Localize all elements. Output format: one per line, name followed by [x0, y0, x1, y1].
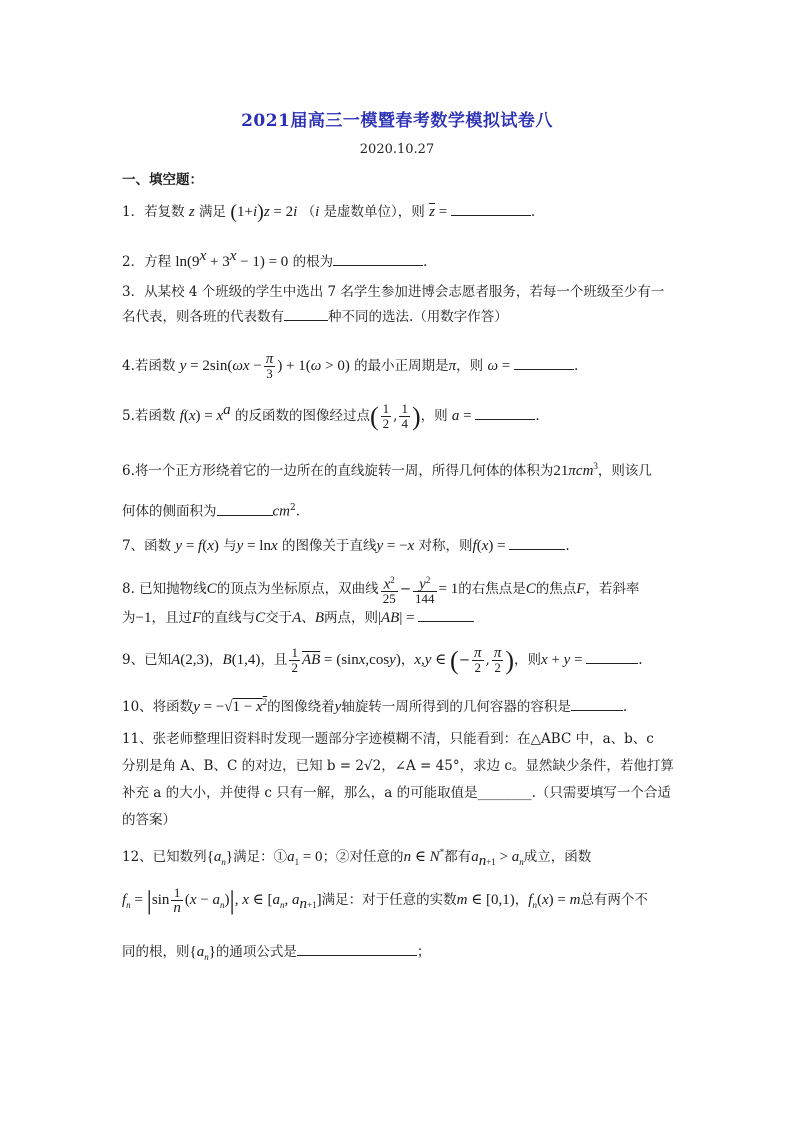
question-10: 10、将函数$y = -√1 - x^2$的图像绕着y轴旋转一周所得到的几何容器的容积是 . [122, 697, 628, 715]
section-heading: 一、填空题： [122, 172, 203, 188]
answer-blank [418, 607, 474, 622]
answer-blank [451, 201, 531, 216]
question-4: 4.若函数 y = 2sin(ωx − $\frac{\pi}{3}$ ) + 1(ω > 0) 的最小正周期是π，则 ω = . [122, 351, 579, 381]
question-12-cont: $f_n = |\sin$ $\frac{1}{n}$ $(x - a_n)|$, x ∈ [$a_n$, $a_{n+1}$]满足：对于任意的实数m ∈ [0,1)，$f_n(x) = m$总有两个不 [122, 885, 648, 916]
question-12-end: 同的根，则$\{a_n\}$的通项公式是 ； [122, 940, 678, 970]
answer-blank [514, 355, 574, 370]
question-8: 8. 已知抛物线C的顶点为坐标原点，双曲线 $\frac{x^2}{25}$ − $\frac{y^2}{144}$ = 1的右焦点是C的焦点F，若斜率 [122, 575, 640, 607]
question-12: 12、已知数列$\{a_n\}$满足：$①a_1 = 0$；②对任意的n ∈ N*都有$a_{n+1} > a_n$成立，函数 [122, 847, 592, 869]
answer-blank [333, 251, 423, 266]
answer-blank [284, 306, 328, 321]
page-title: 2021届高三一模暨春考数学模拟试卷八 [241, 111, 553, 131]
question-9: 9、已知A(2,3)，B(1,4)，且 $\frac{1}{2}$ $\overline{AB} = (\sin x,\cos y)$，x,y ∈ (− $\frac{\pi}{2}$ , $\frac{\pi}{2}$ )，则x + y = . [122, 645, 643, 675]
answer-blank [217, 501, 273, 516]
answer-blank [297, 941, 417, 956]
question-1: 1．若复数 z 满足 (1+i)z = 2i （i 是虚数单位），则 $\overline{z}$ = . [122, 201, 536, 224]
answer-blank [586, 649, 638, 664]
question-6: 6.将一个正方形绕着它的一边所在的直线旋转一周，所得几何体的体积为21πcm$^3$，则该几 [122, 461, 652, 479]
exam-date: 2020.10.27 [359, 142, 435, 157]
question-6-cont: 何体的侧面积为 $cm^2$. [122, 496, 678, 525]
question-5: 5.若函数 $f(x) = x^a$ 的反函数的图像经过点( $\frac{1}{2}$ , $\frac{1}{4}$ )，则 a = . [122, 401, 540, 431]
question-8-cont: 为−1，且过F的直线与C交于A、B两点，则|AB| = [122, 606, 678, 631]
answer-blank [509, 535, 565, 550]
question-11: 11、张老师整理旧资料时发现一题部分字迹模糊不清，只能看到：在△ABC 中，a、b、c 分别是角 A、B、C 的对边，已知 b = 2√2，∠A = 45°，求边 c。显然缺少条件，若他打算 补充 a 的大小，并使得 c 只有一解，那么，a 的可能取值是________.（只需要填写一个合适 的答案） [122, 731, 674, 828]
answer-blank [475, 405, 535, 420]
answer-blank [571, 696, 623, 711]
question-3: 3．从某校 4 个班级的学生中选出 7 名学生参加进博会志愿者服务，若每一个班级至少有一 名代表，则各班的代表数有 种不同的选法.（用数字作答） [122, 284, 665, 325]
question-7: 7、函数 y = f(x) 与y = lnx 的图像关于直线y = −x 对称，则f(x) = . [122, 534, 678, 559]
question-2: 2．方程 $\ln(9^x + 3^x - 1) = 0$ 的根为 . [122, 248, 428, 270]
